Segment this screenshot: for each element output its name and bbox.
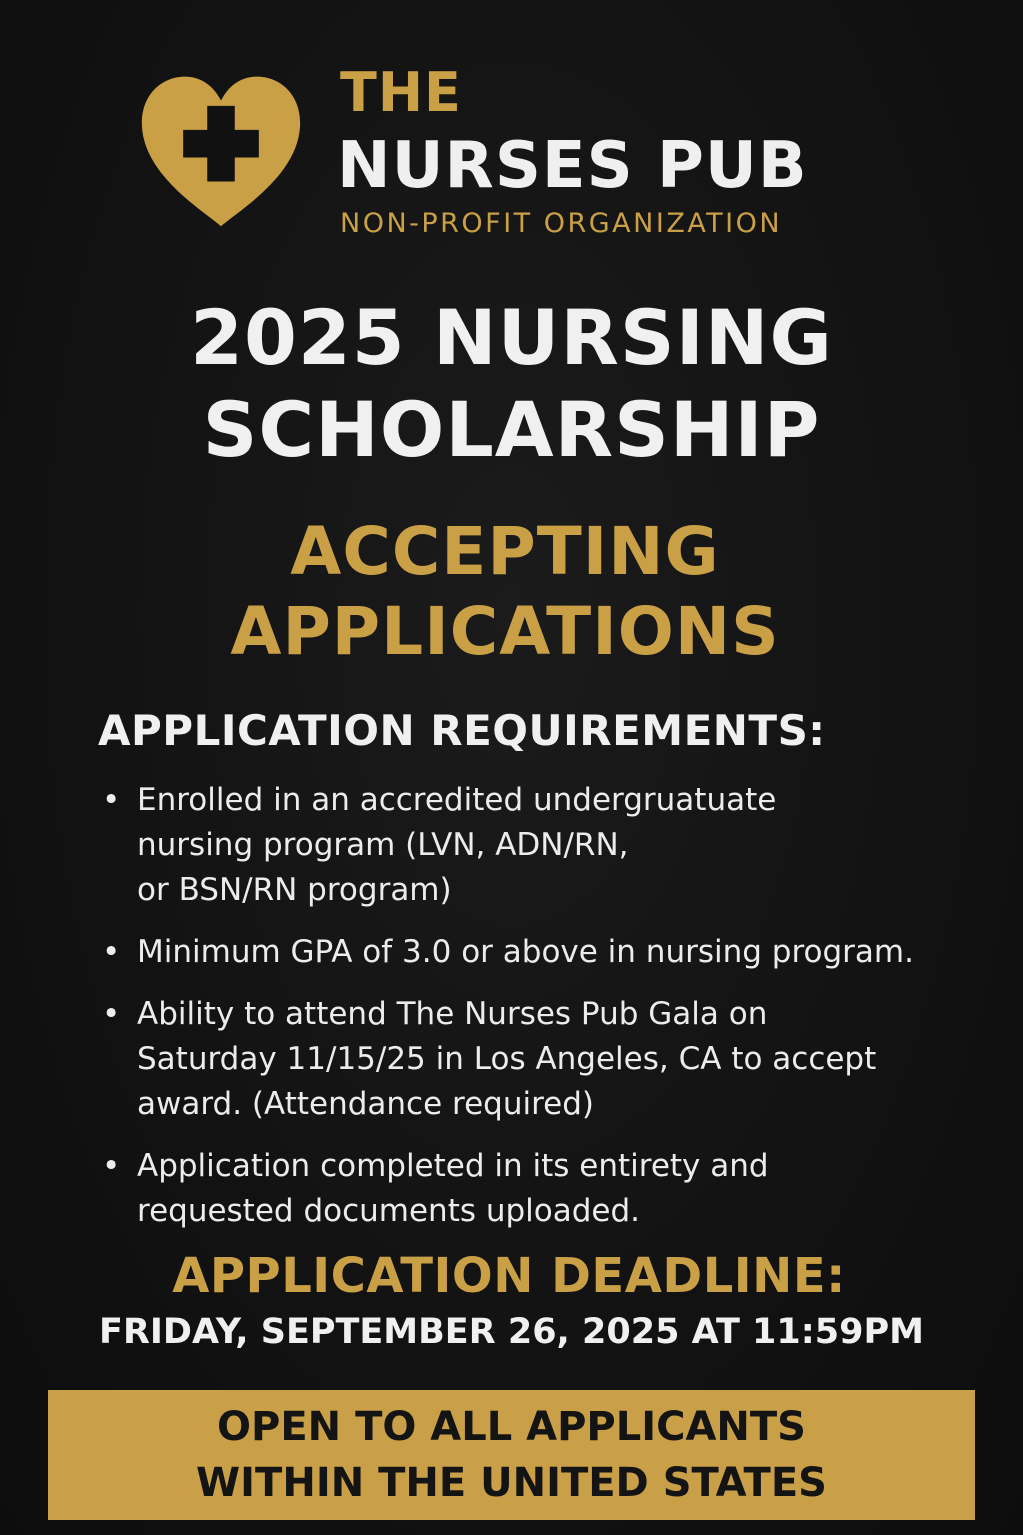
requirement-item-application xyxy=(100,1144,1000,1234)
heart-cross-icon xyxy=(135,68,307,240)
requirement-line: • Enrolled in an accredited undergruatuate xyxy=(137,782,777,818)
requirement-line: • Minimum GPA of 3.0 or above in nursing program. xyxy=(137,934,914,970)
brand-name: NURSES PUB xyxy=(337,129,808,203)
requirement-line: requested documents uploaded. xyxy=(137,1193,641,1229)
requirement-line: • Ability to attend The Nurses Pub Gala on xyxy=(137,996,768,1032)
requirement-line: Saturday 11/15/25 in Los Angeles, CA to accept xyxy=(137,1041,877,1077)
requirements-list xyxy=(100,778,1000,1251)
subtitle-line-1: ACCEPTING xyxy=(290,513,720,590)
brand-logo xyxy=(135,61,855,244)
requirement-line: award. (Attendance required) xyxy=(137,1086,594,1122)
deadline-heading: APPLICATION DEADLINE: xyxy=(172,1248,846,1304)
requirement-item-gala xyxy=(100,992,1000,1127)
accepting-applications-heading xyxy=(0,512,1010,672)
requirement-item-enrollment xyxy=(100,778,1000,913)
requirement-item-gpa xyxy=(100,930,1000,975)
eligibility-banner xyxy=(48,1390,975,1520)
requirements-heading: APPLICATION REQUIREMENTS: xyxy=(98,706,826,755)
deadline-date: FRIDAY, SEPTEMBER 26, 2025 AT 11:59PM xyxy=(99,1312,924,1352)
brand-line-the: THE xyxy=(340,61,462,124)
page-title xyxy=(0,292,1023,476)
brand-tagline: NON-PROFIT ORGANIZATION xyxy=(340,208,783,239)
banner-line-2: WITHIN THE UNITED STATES xyxy=(196,1460,827,1506)
banner-line-1: OPEN TO ALL APPLICANTS xyxy=(217,1404,806,1450)
subtitle-line-2: APPLICATIONS xyxy=(230,593,780,670)
title-line-1: 2025 NURSING xyxy=(190,293,833,382)
title-line-2: SCHOLARSHIP xyxy=(202,385,821,474)
requirement-line: • Application completed in its entirety and xyxy=(137,1148,769,1184)
requirement-line: or BSN/RN program) xyxy=(137,872,452,908)
requirement-line: nursing program (LVN, ADN/RN, xyxy=(137,827,629,863)
